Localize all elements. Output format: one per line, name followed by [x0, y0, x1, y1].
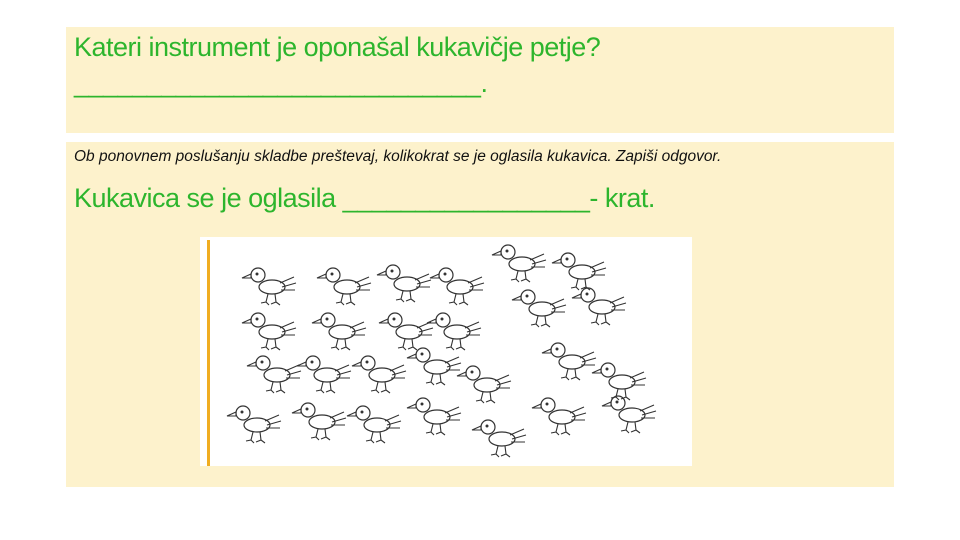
cuckoo-bird-icon	[572, 288, 626, 325]
cuckoo-bird-icon	[592, 363, 646, 400]
question-text: Kateri instrument je oponašal kukavičje petje?	[74, 32, 601, 62]
cuckoo-birds-illustration	[200, 237, 692, 466]
illustration-border	[207, 240, 210, 466]
cuckoo-bird-icon	[492, 245, 546, 282]
cuckoo-bird-icon	[427, 313, 481, 350]
answer-sentence: Kukavica se je oglasila _________________- krat.	[74, 183, 655, 213]
cuckoo-bird-icon	[552, 253, 606, 290]
cuckoo-bird-icon	[297, 356, 351, 393]
cuckoo-bird-icon	[472, 420, 526, 457]
cuckoo-bird-icon	[317, 268, 371, 305]
cuckoo-bird-icon	[227, 406, 281, 443]
cuckoo-bird-icon	[602, 396, 656, 433]
cuckoo-bird-icon	[407, 398, 461, 435]
cuckoo-bird-icon	[247, 356, 301, 393]
cuckoo-bird-icon	[312, 313, 366, 350]
cuckoo-bird-icon	[512, 290, 566, 327]
cuckoo-bird-icon	[542, 343, 596, 380]
cuckoo-bird-icon	[532, 398, 586, 435]
cuckoo-bird-icon	[430, 268, 484, 305]
cuckoo-bird-icon	[379, 313, 433, 350]
cuckoo-bird-icon	[377, 265, 431, 302]
cuckoo-bird-icon	[352, 356, 406, 393]
cuckoo-bird-icon	[292, 403, 346, 440]
cuckoo-bird-icon	[242, 313, 296, 350]
cuckoo-bird-icon	[457, 366, 511, 403]
answer-blank-line: ____________________________.	[74, 68, 488, 98]
cuckoo-bird-icon	[407, 348, 461, 385]
cuckoo-bird-icon	[347, 406, 401, 443]
cuckoo-bird-icon	[242, 268, 296, 305]
birds-drawing	[200, 237, 692, 466]
instruction-text: Ob ponovnem poslušanju skladbe preštevaj, kolikokrat se je oglasila kukavica. Zapiši odgovor.	[74, 148, 722, 165]
